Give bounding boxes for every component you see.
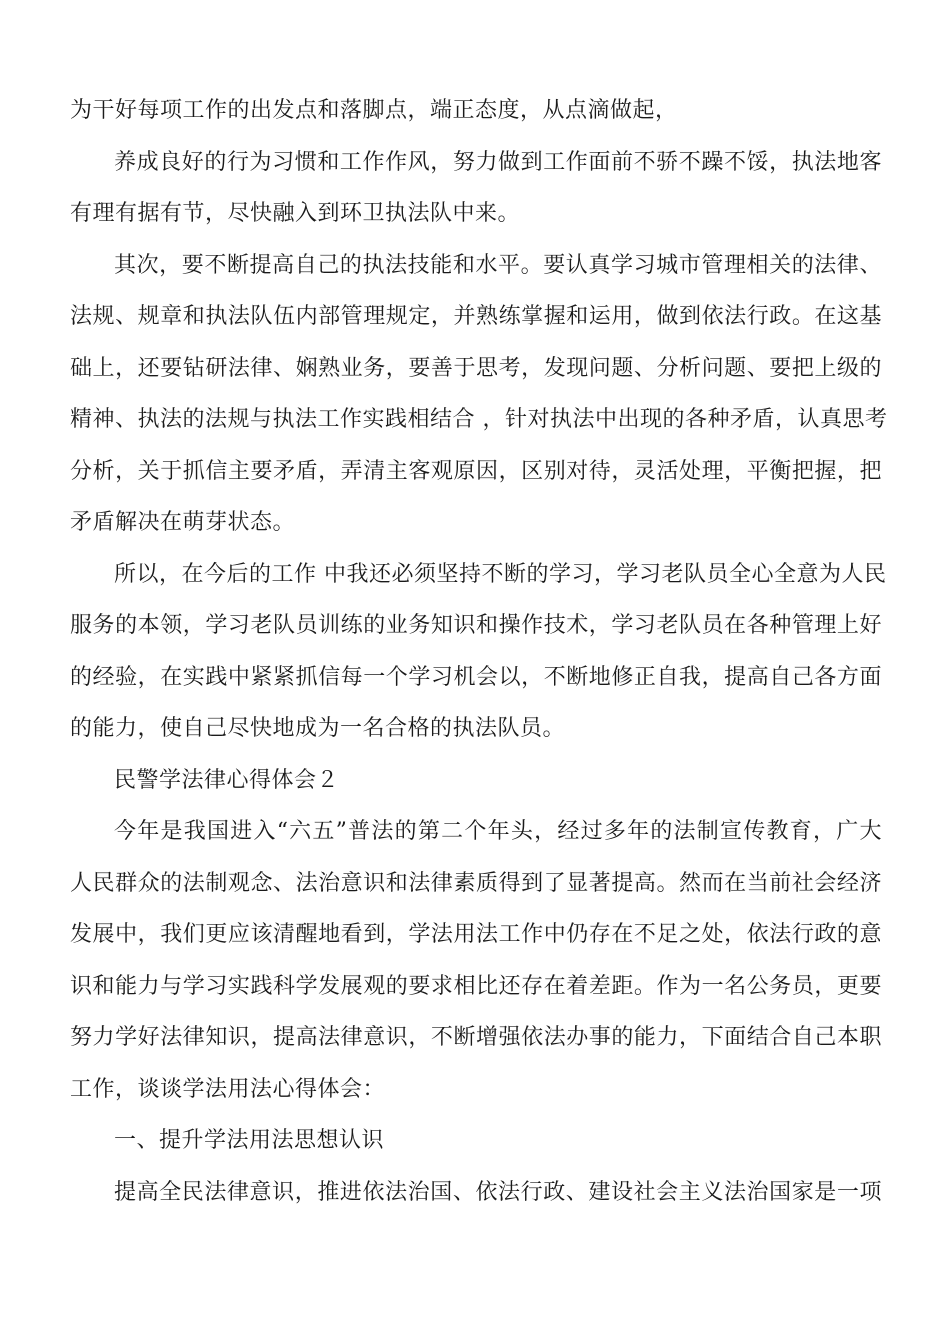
paragraph-line: 人民群众的法制观念、法治意识和法律素质得到了显著提高。然而在当前社会经济 — [70, 871, 882, 896]
paragraph-line: 提高全民法律意识，推进依法治国、依法行政、建设社会主义法治国家是一项 — [114, 1180, 882, 1205]
paragraph-line: 识和能力与学习实践科学发展观的要求相比还存在着差距。作为一名公务员，更要 — [70, 974, 882, 999]
paragraph-line: 努力学好法律知识，提高法律意识，不断增强依法办事的能力，下面结合自己本职 — [70, 1025, 882, 1050]
subheading: 一、提升学法用法思想认识 — [114, 1128, 385, 1153]
paragraph-line: 工作，谈谈学法用法心得体会： — [70, 1077, 386, 1102]
paragraph-line: 的能力，使自己尽快地成为一名合格的执法队员。 — [70, 716, 566, 741]
paragraph-line: 分析，关于抓信主要矛盾，弄清主客观原因，区别对待，灵活处理，平衡把握，把 — [70, 459, 882, 484]
paragraph-line: 其次，要不断提高自己的执法技能和水平。要认真学习城市管理相关的法律、 — [114, 253, 882, 278]
paragraph-line: 精神、执法的法规与执法工作实践相结合 ，针对执法中出现的各种矛盾，认真思考 — [70, 407, 888, 432]
paragraph-line: 矛盾解决在萌芽状态。 — [70, 510, 296, 535]
paragraph-line: 为干好每项工作的出发点和落脚点，端正态度，从点滴做起， — [70, 98, 678, 123]
paragraph-line: 服务的本领，学习老队员训练的业务知识和操作技术，学习老队员在各种管理上好 — [70, 613, 882, 638]
paragraph-line: 有理有据有节，尽快融入到环卫执法队中来。 — [70, 201, 521, 226]
paragraph-line: 所以，在今后的工作 中我还必须坚持不断的学习，学习老队员全心全意为人民 — [114, 562, 887, 587]
paragraph-line: 法规、规章和执法队伍内部管理规定，并熟练掌握和运用，做到依法行政。在这基 — [70, 304, 882, 329]
paragraph-line: 今年是我国进入“六五”普法的第二个年头，经过多年的法制宣传教育，广大 — [114, 819, 882, 844]
paragraph-line: 的经验，在实践中紧紧抓信每一个学习机会以，不断地修正自我，提高自己各方面 — [70, 665, 882, 690]
paragraph-line: 础上，还要钻研法律、娴熟业务，要善于思考，发现问题、分析问题、要把上级的 — [70, 356, 882, 381]
paragraph-line: 发展中，我们更应该清醒地看到，学法用法工作中仍存在不足之处，依法行政的意 — [70, 922, 882, 947]
paragraph-line: 养成良好的行为习惯和工作作风，努力做到工作面前不骄不躁不馁，执法地客 — [114, 150, 882, 175]
section-title: 民警学法律心得体会２ — [114, 768, 340, 793]
